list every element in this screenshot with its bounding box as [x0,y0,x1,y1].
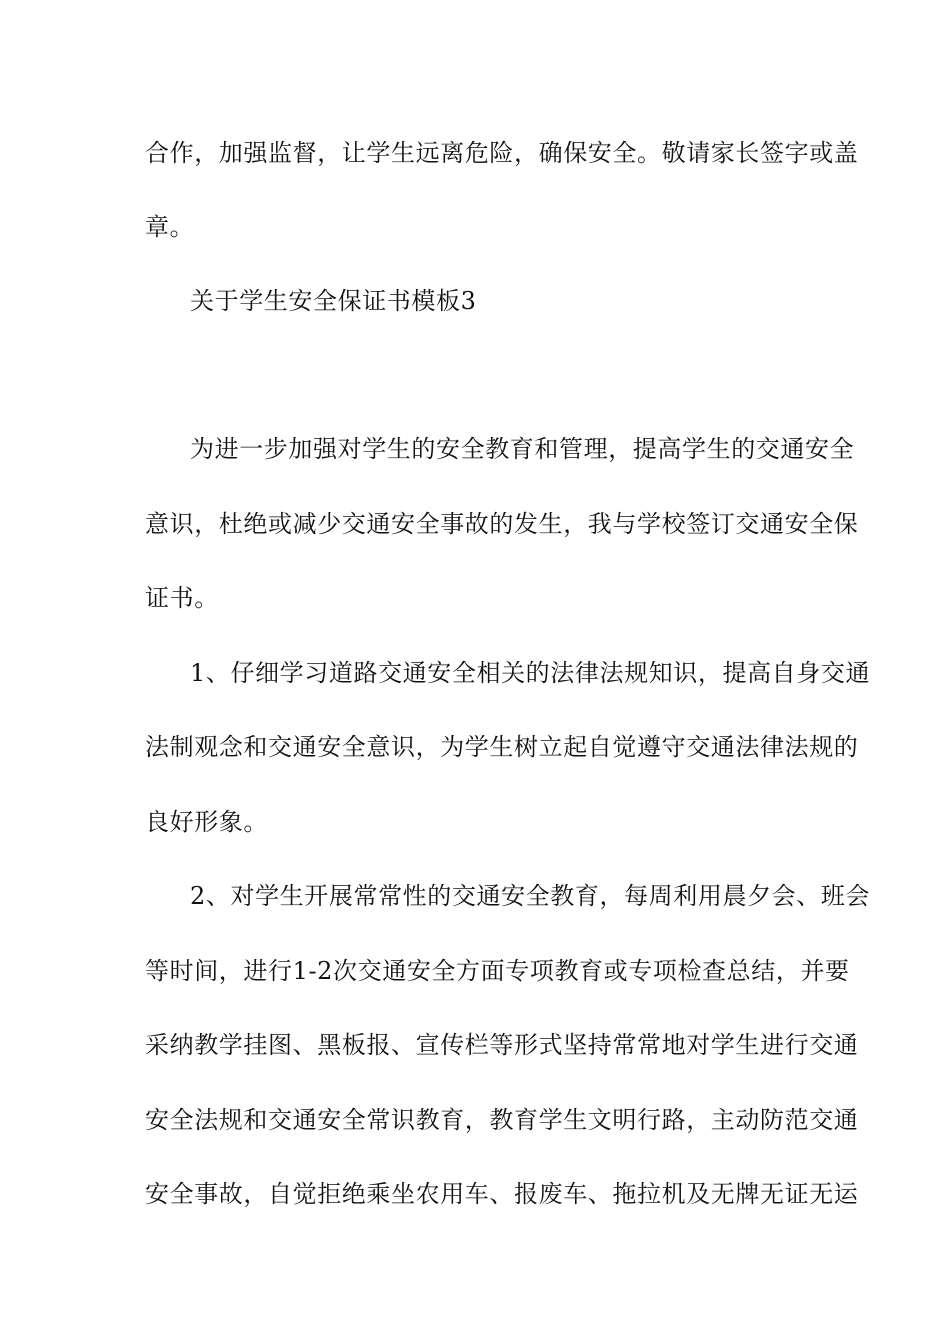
item-2-line-3: 采纳教学挂图、黑板报、宣传栏等形式坚持常常地对学生进行交通 [145,1031,859,1059]
item-1-line-1: 1、仔细学习道路交通安全相关的法律法规知识，提高自身交通 [190,659,871,687]
paragraph-1-line-2: 章。 [145,213,195,241]
paragraph-2-line-1: 为进一步加强对学生的安全教育和管理，提高学生的交通安全 [190,435,855,463]
item-1-line-2: 法制观念和交通安全意识，为学生树立起自觉遵守交通法律法规的 [145,733,859,761]
paragraph-1-line-1: 合作，加强监督，让学生远离危险，确保安全。敬请家长签字或盖 [145,139,859,167]
item-2-line-2: 等时间，进行1-2次交通安全方面专项教育或专项检查总结，并要 [145,957,850,985]
paragraph-2-line-2: 意识，杜绝或减少交通安全事故的发生，我与学校签订交通安全保 [145,510,859,538]
item-2-line-5: 安全事故，自觉拒绝乘坐农用车、报废车、拖拉机及无牌无证无运 [145,1180,859,1208]
item-2-line-1: 2、对学生开展常常性的交通安全教育，每周利用晨夕会、班会 [190,882,871,910]
item-2-line-4: 安全法规和交通安全常识教育，教育学生文明行路，主动防范交通 [145,1106,859,1134]
paragraph-2-line-3: 证书。 [145,584,219,612]
item-1-line-3: 良好形象。 [145,808,268,836]
section-heading: 关于学生安全保证书模板3 [190,287,477,315]
